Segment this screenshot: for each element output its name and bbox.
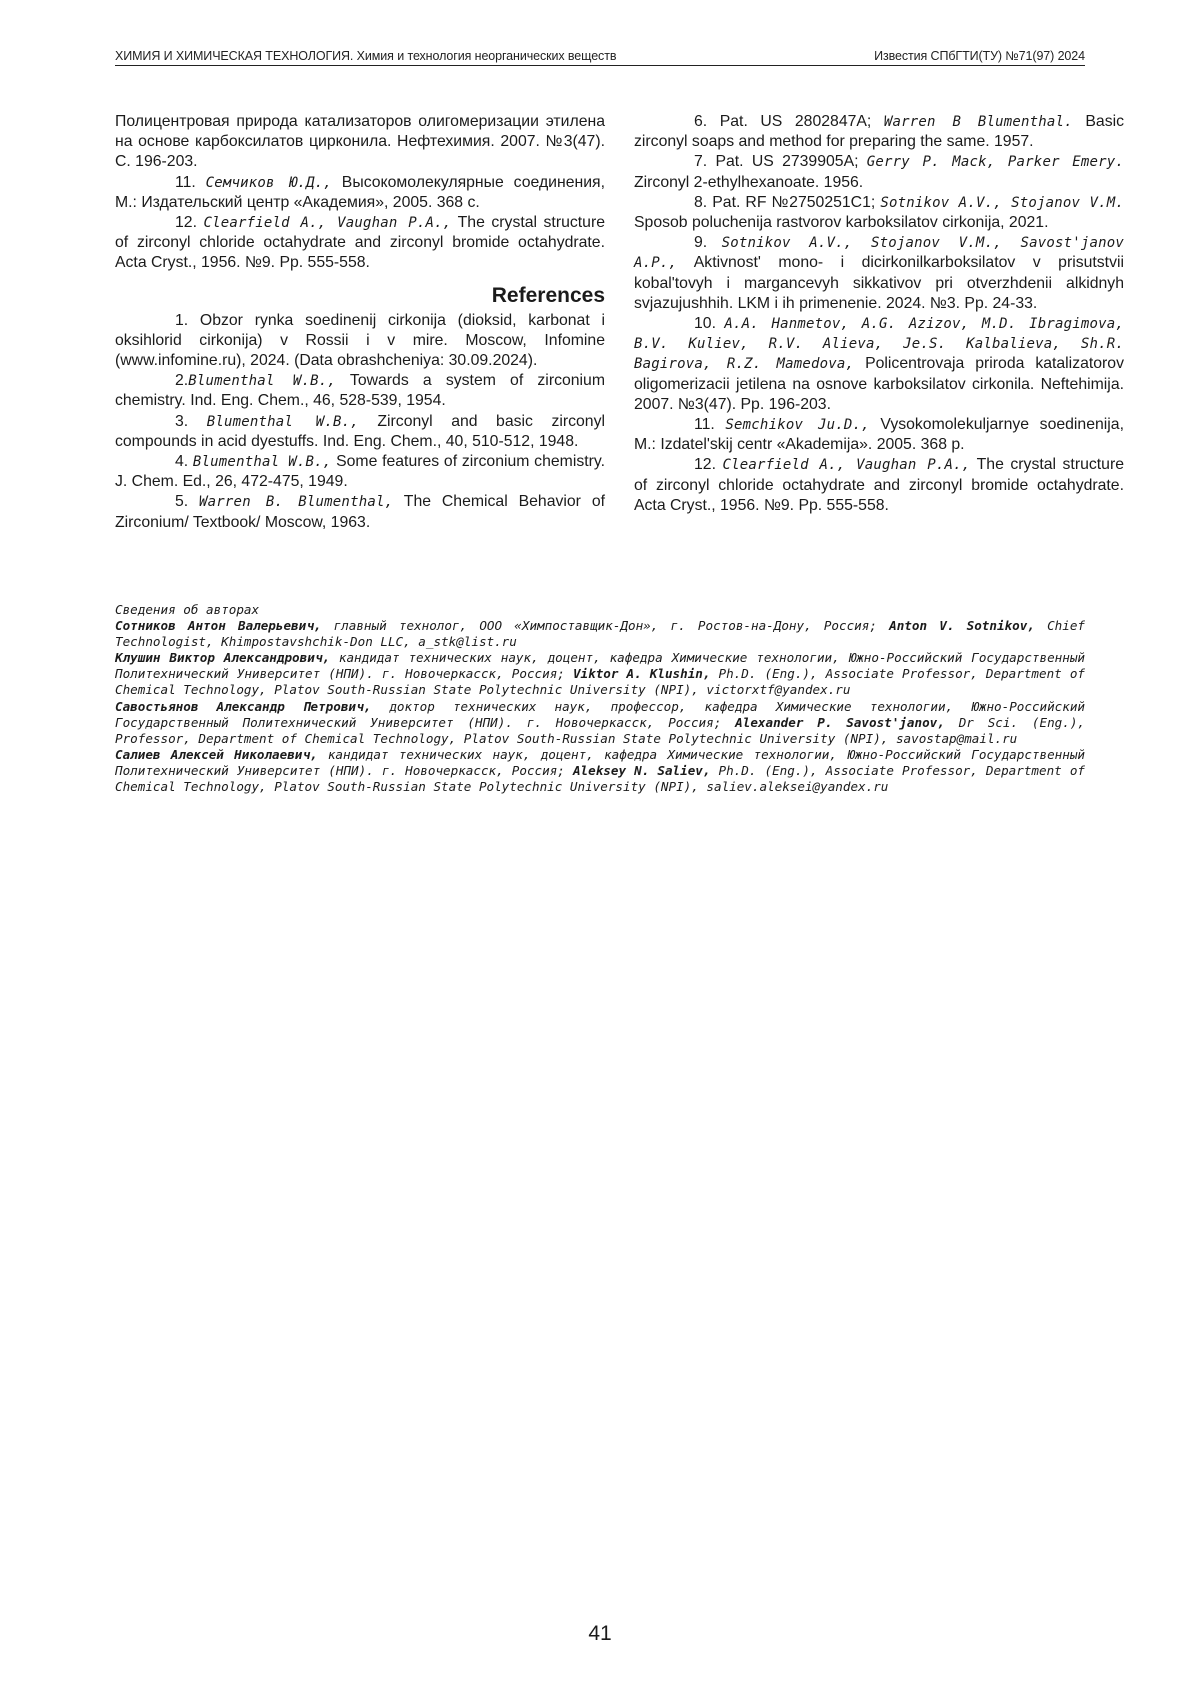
header-journal-section: ХИМИЯ И ХИМИЧЕСКАЯ ТЕХНОЛОГИЯ. Химия и технология неорганических веществ [115,49,617,63]
reference-ru-11: 11. Семчиков Ю.Д., Высокомолекулярные соединения, М.: Издательский центр «Академия», 2005. 368 с. [115,173,605,211]
references-heading: References [491,283,605,307]
reference-en-9: 9. Sotnikov A.V., Stojanov V.M., Savost'janov A.P., Aktivnost' mono- i dicirkonilkarboksilatov v prisutstvii kobal'tovyh i margancevyh sikkativov pri otverzhdenii alkidnyh svjazujushhih. LKM i ih primenenie. 2024. №3. Pp. 24-33. [634,234,1124,312]
reference-en-5: 5. Warren B. Blumenthal, The Chemical Behavior of Zirconium/ Textbook/ Moscow, 1963. [115,493,605,531]
authors-heading: Сведения об авторах [115,602,260,617]
reference-continuation: Полицентровая природа катализаторов олигомеризации этилена на основе карбоксилатов цирконила. Нефтехимия. 2007. №3(47). С. 196-203. [115,113,605,171]
reference-ru-12: 12. Clearfield A., Vaughan P.A., The crystal structure of zirconyl chloride octahydrate and zirconyl bromide octahydrate. Acta Cryst., 1956. №9. Pp. 555-558. [115,214,605,272]
right-column [634,112,1124,516]
reference-en-8: 8. Pat. RF №2750251C1; Sotnikov A.V., Stojanov V.M. Sposob poluchenija rastvorov karboksilatov cirkonija, 2021. [634,193,1124,232]
reference-en-11: 11. Semchikov Ju.D., Vysokomolekuljarnye soedinenija, M.: Izdatel'skij centr «Akademija». 2005. 368 p. [634,416,1124,454]
reference-en-6: 6. Pat. US 2802847A; Warren B Blumenthal. Basic zirconyl soaps and method for preparing the same. 1957. [634,113,1124,151]
author-entry-saliev: Салиев Алексей Николаевич, кандидат технических наук, доцент, кафедра Химические технологии, Южно-Российский Государственный Политехнический Университет (НПИ). г. Новочеркасск, Россия; Aleksey N. Saliev, Ph.D. (Eng.), Associate Professor, Department of Chemical Technology, Platov South-Russian State Polytechnic University (NPI), saliev.aleksei@yandex.ru [115,746,1085,795]
author-information [115,602,1085,795]
author-entry-klushin: Клушин Виктор Александрович, кандидат технических наук, доцент, кафедра Химические технологии, Южно-Российский Государственный Политехнический Университет (НПИ). г. Новочеркасск, Россия; Viktor A. Klushin, Ph.D. (Eng.), Associate Professor, Department of Chemical Technology, Platov South-Russian State Polytechnic University (NPI), victorxtf@yandex.ru [115,650,1085,698]
reference-en-2: 2.Blumenthal W.B., Towards a system of zirconium chemistry. Ind. Eng. Chem., 46, 528-539, 1954. [115,372,605,410]
running-header [115,47,1085,66]
reference-en-3: 3. Blumenthal W.B., Zirconyl and basic zirconyl compounds in acid dyestuffs. Ind. Eng. Chem., 40, 510-512, 1948. [115,412,605,450]
reference-en-1: 1. Obzor rynka soedinenij cirkonija (dioksid, karbonat i oksihlorid cirkonija) v Rossii i v mire. Moscow, Infomine (www.infomine.ru), 2024. (Data obrashcheniya: 30.09.2024). [115,311,605,370]
page-number: 41 [588,1622,612,1645]
reference-en-12: 12. Clearfield A., Vaughan P.A., The crystal structure of zirconyl chloride octahydrate and zirconyl bromide octahydrate. Acta Cryst., 1956. №9. Pp. 555-558. [634,456,1124,514]
reference-en-4: 4. Blumenthal W.B., Some features of zirconium chemistry. J. Chem. Ed., 26, 472-475, 1949. [115,453,605,491]
author-entry-sotnikov: Сотников Антон Валерьевич, главный технолог, ООО «Химпоставщик-Дон», г. Ростов-на-Дону, Россия; Anton V. Sotnikov, Chief Technologist, Khimpostavshchik-Don LLC, a_stk@list.ru [115,618,1085,650]
reference-en-7: 7. Pat. US 2739905A; Gerry P. Mack, Parker Emery. Zirconyl 2-ethylhexanoate. 1956. [634,153,1124,191]
left-column [115,112,605,533]
author-entry-savostyanov: Савостьянов Александр Петрович, доктор технических наук, профессор, кафедра Химические технологии, Южно-Российский Государственный Политехнический Университет (НПИ). г. Новочеркасск, Россия; Alexander P. Savost'janov, Dr Sci. (Eng.), Professor, Department of Chemical Technology, Platov South-Russian State Polytechnic University (NPI), savostap@mail.ru [115,698,1086,746]
header-journal-issue: Известия СПбГТИ(ТУ) №71(97) 2024 [874,49,1085,63]
reference-en-10: 10. A.A. Hanmetov, A.G. Azizov, M.D. Ibragimova, B.V. Kuliev, R.V. Alieva, Je.S. Kalbalieva, Sh.R. Bagirova, R.Z. Mamedova, Policentrovaja priroda katalizatorov oligomerizacii jetilena na osnove karboksilatov cirkonila. Neftehimija. 2007. №3(47). Pp. 196-203. [634,315,1124,413]
